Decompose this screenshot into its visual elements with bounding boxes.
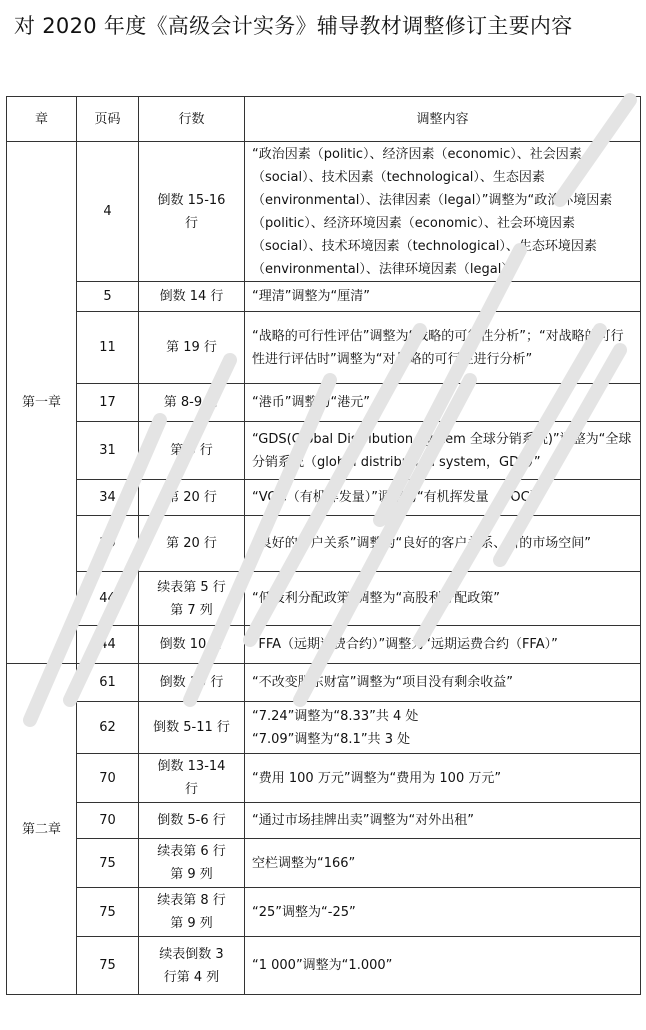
page-cell: 75 [77, 888, 139, 937]
line-text: 行第 4 列 [163, 969, 220, 985]
line-text: 倒数 5-11 行 [153, 720, 230, 735]
line-cell [139, 282, 245, 312]
content-cell: “良好的客户关系”调整为“良好的客户关系、新的市场空间” [245, 516, 641, 572]
line-cell [139, 888, 245, 937]
line-cell [139, 664, 245, 702]
table-row [7, 422, 641, 480]
content-cell: “港币”调整为“港元” [245, 384, 641, 422]
table-row [7, 626, 641, 664]
page-cell: 44 [77, 626, 139, 664]
line-text: 第 20 行 [166, 490, 217, 505]
table-row [7, 754, 641, 803]
line-text: 倒数 15 行 [159, 675, 224, 690]
page-cell: 4 [77, 142, 139, 282]
line-cell [139, 937, 245, 995]
line-text: 倒数 5-6 行 [157, 813, 226, 828]
table-row [7, 384, 641, 422]
table-row [7, 888, 641, 937]
table-row [7, 516, 641, 572]
line-cell [139, 839, 245, 888]
page-cell: 5 [77, 282, 139, 312]
line-text: 续表倒数 3 [159, 946, 224, 962]
page-cell: 39 [77, 516, 139, 572]
line-cell [139, 702, 245, 754]
line-text: 倒数 10 行 [159, 637, 224, 652]
content-cell: 空栏调整为“166” [245, 839, 641, 888]
line-cell [139, 626, 245, 664]
page-cell: 17 [77, 384, 139, 422]
line-text: 第 19 行 [166, 340, 217, 355]
line-cell [139, 142, 245, 282]
content-cell: “政治因素（politic）、经济因素（economic）、社会因素（social）、技术因素（technological）、生态因素（environmental）、法律因素（legal）”调整为“政治环境因素（politic）、经济环境因素（economic）、社会环境因素（social）、技术环境因素（technological）、生态环境因素（environmental）、法律环境因素（legal）” [245, 142, 641, 282]
page-cell: 70 [77, 803, 139, 839]
line-text: 倒数 13-14 [157, 759, 226, 774]
line-text: 倒数 15-16 [157, 192, 226, 208]
header-line: 行数 [139, 97, 245, 142]
table-header-row [7, 97, 641, 142]
content-cell: “费用 100 万元”调整为“费用为 100 万元” [245, 754, 641, 803]
line-cell [139, 572, 245, 626]
line-text: 倒数 14 行 [159, 289, 224, 304]
chapter-cell: 第一章 [7, 142, 77, 664]
page-cell: 31 [77, 422, 139, 480]
page-cell: 44 [77, 572, 139, 626]
table-row [7, 839, 641, 888]
header-content: 调整内容 [245, 97, 641, 142]
line-cell [139, 754, 245, 803]
line-cell [139, 312, 245, 384]
content-cell: “不改变股东财富”调整为“项目没有剩余收益” [245, 664, 641, 702]
table-row [7, 142, 641, 282]
table-row [7, 664, 641, 702]
table-row [7, 702, 641, 754]
line-text: 第 7 列 [170, 602, 213, 618]
content-cell: “理清”调整为“厘清” [245, 282, 641, 312]
line-text: 续表第 8 行 [157, 893, 226, 908]
content-cell: “战略的可行性评估”调整为“战略的可行性分析”；“对战略的可行性进行评估时”调整为“对战略的可行性进行分析” [245, 312, 641, 384]
line-text: 第 9 列 [170, 867, 213, 882]
line-cell [139, 803, 245, 839]
table-body [7, 142, 641, 995]
content-cell: “FFA（远期运费合约）”调整为“远期运费合约（FFA）” [245, 626, 641, 664]
content-cell: “1 000”调整为“1.000” [245, 937, 641, 995]
table-row [7, 572, 641, 626]
content-line: “7.24”调整为“8.33”共 4 处 [252, 708, 419, 724]
table-row [7, 803, 641, 839]
table-row [7, 312, 641, 384]
line-text: 续表第 6 行 [157, 844, 226, 859]
line-cell [139, 480, 245, 516]
content-cell [245, 702, 641, 754]
line-text: 第 9 列 [170, 916, 213, 931]
page-cell: 75 [77, 937, 139, 995]
page-cell: 34 [77, 480, 139, 516]
line-text: 行 [184, 215, 198, 231]
line-cell [139, 422, 245, 480]
page-cell: 61 [77, 664, 139, 702]
page-cell: 11 [77, 312, 139, 384]
table-row [7, 937, 641, 995]
content-cell: “通过市场挂牌出卖”调整为“对外出租” [245, 803, 641, 839]
content-cell: “VOC（有机挥发量）”调整为“有机挥发量（VOC）” [245, 480, 641, 516]
content-cell: “低股利分配政策”调整为“高股利分配政策” [245, 572, 641, 626]
chapter-cell: 第二章 [7, 664, 77, 995]
page-cell: 75 [77, 839, 139, 888]
table-row [7, 282, 641, 312]
line-text: 续表第 5 行 [157, 579, 226, 595]
line-text: 第 6 行 [170, 443, 213, 458]
document-title: 对 2020 年度《高级会计实务》辅导教材调整修订主要内容 [14, 14, 573, 38]
line-text: 行 [184, 782, 198, 797]
content-line: “7.09”调整为“8.1”共 3 处 [252, 731, 411, 747]
line-text: 第 8-9 行 [163, 395, 220, 410]
header-page: 页码 [77, 97, 139, 142]
line-cell [139, 384, 245, 422]
content-cell: “25”调整为“-25” [245, 888, 641, 937]
line-text: 第 20 行 [166, 536, 217, 551]
revision-table [6, 96, 641, 995]
page-cell: 70 [77, 754, 139, 803]
header-chapter: 章 [7, 97, 77, 142]
line-cell [139, 516, 245, 572]
page-cell: 62 [77, 702, 139, 754]
table-row [7, 480, 641, 516]
content-cell: “GDS(Global Distribution System 全球分销系统)”调整为“全球分销系统（global distribution system，GDS）” [245, 422, 641, 480]
